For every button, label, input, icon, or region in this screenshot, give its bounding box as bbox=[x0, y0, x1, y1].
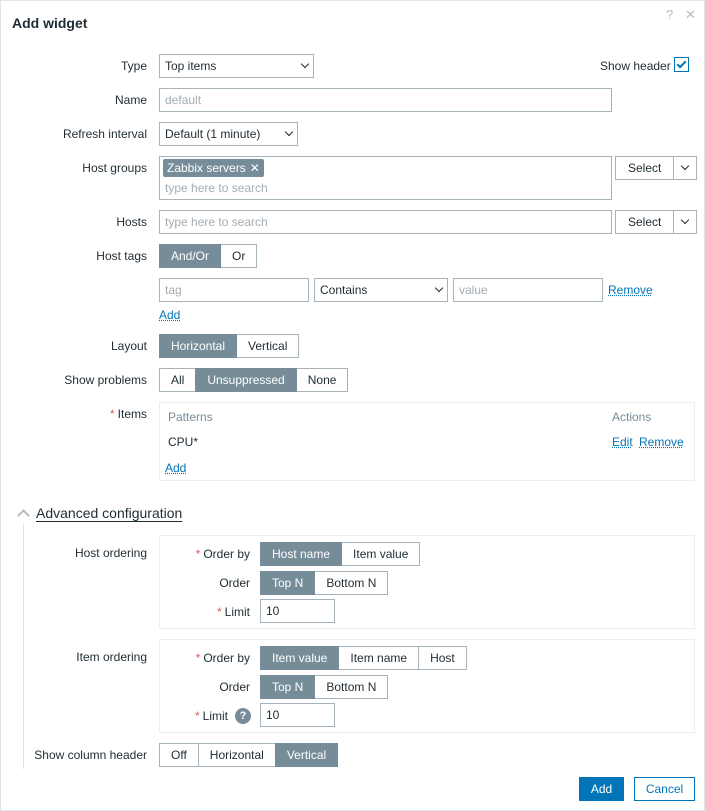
cancel-button[interactable]: Cancel bbox=[634, 777, 695, 801]
chevron-up-icon[interactable] bbox=[17, 509, 30, 522]
host-order-segmented bbox=[260, 571, 388, 595]
type-select[interactable] bbox=[159, 54, 314, 78]
host-groups-select-dropdown[interactable] bbox=[673, 156, 697, 180]
item-order-by-host[interactable]: Host bbox=[418, 646, 467, 670]
column-header-horizontal[interactable]: Horizontal bbox=[198, 743, 276, 767]
items-row-pattern: CPU* bbox=[168, 435, 199, 449]
item-ordering-label: Item ordering bbox=[76, 650, 147, 664]
layout-label: Layout bbox=[110, 339, 147, 353]
host-ordering-box bbox=[159, 535, 695, 629]
layout-segmented bbox=[159, 334, 299, 358]
hosts-select-dropdown[interactable] bbox=[673, 210, 697, 234]
host-limit-label bbox=[217, 605, 250, 619]
hosts-label: Hosts bbox=[116, 215, 147, 229]
items-table bbox=[159, 402, 695, 481]
refresh-interval-select[interactable] bbox=[159, 122, 298, 146]
column-header-off[interactable]: Off bbox=[159, 743, 199, 767]
item-limit-label bbox=[195, 709, 228, 723]
refresh-interval-label: Refresh interval bbox=[62, 127, 147, 141]
help-icon[interactable]: ? bbox=[666, 7, 674, 22]
item-add-link[interactable]: Add bbox=[165, 461, 187, 475]
limit-help-icon[interactable]: ? bbox=[235, 708, 251, 724]
item-limit-text: Limit bbox=[202, 709, 228, 723]
host-order-by-text: Order by bbox=[203, 547, 250, 561]
items-label bbox=[110, 407, 147, 421]
host-groups-select-button[interactable]: Select bbox=[615, 156, 674, 180]
item-order-by-label bbox=[196, 651, 250, 665]
required-marker: * bbox=[195, 651, 201, 665]
host-groups-search-input[interactable] bbox=[160, 178, 600, 198]
required-marker: * bbox=[109, 407, 115, 421]
name-input[interactable] bbox=[159, 88, 612, 112]
refresh-interval-value: Default (1 minute) bbox=[165, 127, 261, 141]
tag-add-link[interactable]: Add bbox=[159, 308, 181, 322]
chevron-down-icon bbox=[435, 284, 443, 292]
chevron-down-icon bbox=[301, 60, 309, 68]
dialog-title: Add widget bbox=[12, 15, 88, 31]
host-order-by-item-value[interactable]: Item value bbox=[341, 542, 420, 566]
host-groups-select-group bbox=[615, 156, 697, 180]
required-marker: * bbox=[195, 547, 201, 561]
tag-value-input[interactable] bbox=[453, 278, 603, 302]
host-tags-label: Host tags bbox=[96, 249, 147, 263]
type-label: Type bbox=[120, 59, 147, 73]
hosts-select-button[interactable]: Select bbox=[615, 210, 674, 234]
item-order-by-item-name[interactable]: Item name bbox=[338, 646, 419, 670]
host-tags-evaltype bbox=[159, 244, 257, 268]
show-column-header-label: Show column header bbox=[34, 748, 147, 762]
item-order-by-text: Order by bbox=[203, 651, 250, 665]
column-header-segmented bbox=[159, 743, 338, 767]
item-edit-link[interactable]: Edit bbox=[612, 435, 633, 449]
host-groups-label: Host groups bbox=[82, 161, 147, 175]
chevron-down-icon bbox=[681, 162, 689, 170]
item-order-bottom-n[interactable]: Bottom N bbox=[314, 675, 388, 699]
type-select-value: Top items bbox=[165, 59, 217, 73]
advanced-divider bbox=[23, 523, 24, 769]
host-order-bottom-n[interactable]: Bottom N bbox=[314, 571, 388, 595]
host-order-label: Order bbox=[219, 576, 250, 590]
checkmark-icon bbox=[677, 59, 687, 69]
host-group-chip bbox=[163, 159, 264, 177]
show-problems-unsuppressed[interactable]: Unsuppressed bbox=[195, 368, 296, 392]
advanced-configuration-toggle[interactable]: Advanced configuration bbox=[36, 505, 183, 521]
items-col-patterns: Patterns bbox=[168, 410, 213, 424]
host-limit-input[interactable] bbox=[260, 599, 335, 623]
column-header-vertical[interactable]: Vertical bbox=[275, 743, 338, 767]
hosts-select-group bbox=[615, 210, 697, 234]
close-icon[interactable]: ✕ bbox=[685, 7, 696, 22]
show-header-label: Show header bbox=[600, 59, 671, 73]
tag-input[interactable] bbox=[159, 278, 309, 302]
required-marker: * bbox=[194, 709, 200, 723]
layout-vertical[interactable]: Vertical bbox=[236, 334, 299, 358]
items-col-actions: Actions bbox=[612, 410, 652, 424]
remove-chip-icon[interactable]: ✕ bbox=[249, 161, 260, 175]
evaltype-and-or[interactable]: And/Or bbox=[159, 244, 221, 268]
item-order-by-item-value[interactable]: Item value bbox=[260, 646, 339, 670]
tag-operator-select[interactable] bbox=[314, 278, 448, 302]
name-label: Name bbox=[114, 93, 147, 107]
host-ordering-label: Host ordering bbox=[74, 546, 147, 560]
tag-operator-value: Contains bbox=[320, 283, 368, 297]
chevron-down-icon bbox=[285, 128, 293, 136]
host-order-top-n[interactable]: Top N bbox=[260, 571, 315, 595]
tag-remove-link[interactable]: Remove bbox=[608, 283, 653, 297]
show-problems-label: Show problems bbox=[64, 373, 147, 387]
evaltype-or[interactable]: Or bbox=[220, 244, 257, 268]
item-order-top-n[interactable]: Top N bbox=[260, 675, 315, 699]
layout-horizontal[interactable]: Horizontal bbox=[159, 334, 237, 358]
chevron-down-icon bbox=[681, 216, 689, 224]
host-order-by-segmented bbox=[260, 542, 420, 566]
hosts-search-input[interactable] bbox=[159, 210, 612, 234]
host-order-by-label bbox=[196, 547, 250, 561]
item-ordering-box bbox=[159, 639, 695, 733]
host-order-by-host-name[interactable]: Host name bbox=[260, 542, 342, 566]
show-problems-segmented bbox=[159, 368, 348, 392]
host-group-chip-label: Zabbix servers bbox=[167, 161, 246, 175]
item-remove-link[interactable]: Remove bbox=[639, 435, 684, 449]
show-header-checkbox[interactable] bbox=[674, 57, 689, 72]
show-problems-all[interactable]: All bbox=[159, 368, 196, 392]
host-limit-text: Limit bbox=[224, 605, 250, 619]
items-label-text: Items bbox=[117, 407, 147, 421]
host-groups-multiselect[interactable] bbox=[159, 156, 612, 200]
item-order-label: Order bbox=[219, 680, 250, 694]
add-button[interactable]: Add bbox=[579, 777, 624, 801]
item-limit-input[interactable] bbox=[260, 703, 335, 727]
show-problems-none[interactable]: None bbox=[296, 368, 349, 392]
item-order-by-segmented bbox=[260, 646, 467, 670]
required-marker: * bbox=[216, 605, 222, 619]
item-order-segmented bbox=[260, 675, 388, 699]
